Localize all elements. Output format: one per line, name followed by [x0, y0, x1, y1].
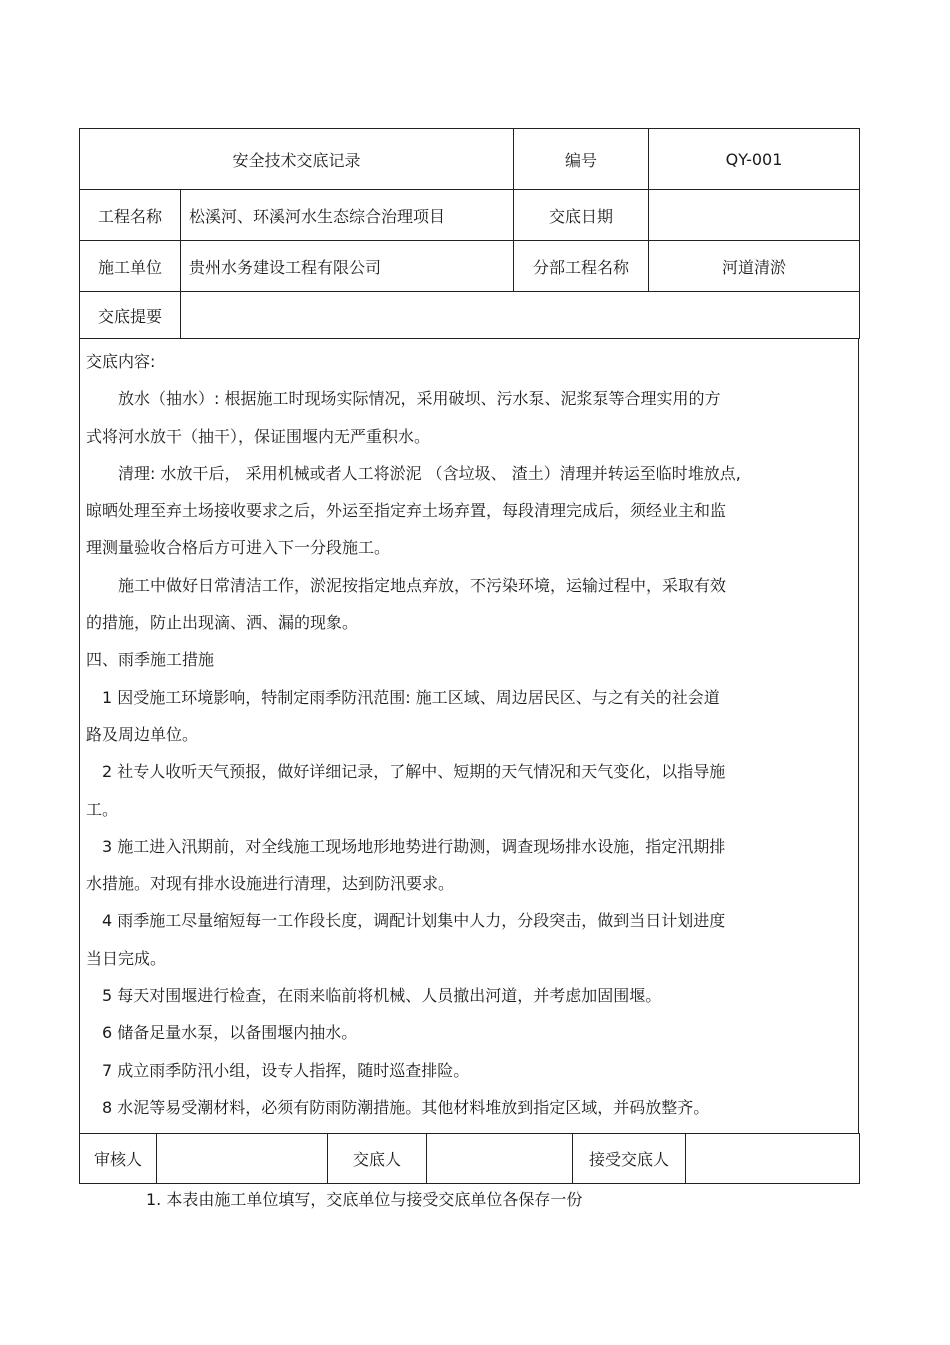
content-line: 5 每天对围堰进行检查，在雨来临前将机械、人员撤出河道，并考虑加固围堰。 — [86, 986, 662, 1006]
reviewer-label: 审核人 — [80, 1134, 157, 1184]
briefing-date-value — [649, 190, 860, 241]
content-line: 工。 — [86, 799, 119, 819]
content-line: 3 施工进入汛期前，对全线施工现场地形地势进行勘测，调查现场排水设施，指定汛期排 — [86, 836, 726, 856]
technical-briefing-form — [79, 128, 859, 1184]
subproject-name-value: 河道清淤 — [649, 241, 860, 292]
content-line: 的措施，防止出现滴、洒、漏的现象。 — [86, 613, 359, 633]
subproject-name-label: 分部工程名称 — [514, 241, 649, 292]
content-line: 施工中做好日常清洁工作，淤泥按指定地点弃放，不污染环境，运输过程中，采取有效 — [86, 575, 727, 595]
content-line: 理测量验收合格后方可进入下一分段施工。 — [86, 538, 391, 558]
project-name-label: 工程名称 — [80, 190, 181, 241]
reviewer-value — [157, 1134, 328, 1184]
number-value: QY-001 — [649, 129, 860, 190]
content-line: 交底内容: — [86, 352, 156, 371]
footnote: 1. 本表由施工单位填写，交底单位与接受交底单位各保存一份 — [146, 1190, 583, 1209]
receiver-value — [686, 1134, 860, 1184]
project-name-value: 松溪河、环溪河水生态综合治理项目 — [181, 190, 514, 241]
construction-unit-label: 施工单位 — [80, 241, 181, 292]
section-heading: 四、雨季施工措施 — [86, 650, 215, 670]
content-line: 1 因受施工环境影响，特制定雨季防汛范围: 施工区域、周边居民区、与之有关的社会道 — [86, 687, 720, 707]
content-line: 清理: 水放干后， 采用机械或者人工将淤泥 （含垃圾、 渣土）清理并转运至临时堆放点, — [86, 463, 741, 483]
content-line: 4 雨季施工尽量缩短每一工作段长度，调配计划集中人力，分段突击，做到当日计划进度 — [86, 911, 726, 931]
presenter-value — [427, 1134, 573, 1184]
form-title: 安全技术交底记录 — [80, 129, 514, 190]
form-header-table — [79, 128, 860, 339]
content-line: 路及周边单位。 — [86, 724, 199, 744]
briefing-summary-value — [181, 292, 860, 339]
presenter-label: 交底人 — [328, 1134, 427, 1184]
content-line: 当日完成。 — [86, 948, 167, 968]
signature-table — [79, 1133, 860, 1184]
briefing-content — [79, 339, 859, 1133]
number-label: 编号 — [514, 129, 649, 190]
content-line: 放水（抽水）: 根据施工时现场实际情况，采用破坝、污水泵、泥浆泵等合理实用的方 — [86, 389, 721, 409]
receiver-label: 接受交底人 — [573, 1134, 686, 1184]
content-line: 2 社专人收听天气预报，做好详细记录，了解中、短期的天气情况和天气变化，以指导施 — [86, 762, 726, 782]
briefing-summary-label: 交底提要 — [80, 292, 181, 339]
content-line: 7 成立雨季防汛小组，设专人指挥，随时巡查排险。 — [86, 1060, 470, 1080]
content-line: 式将河水放干（抽干），保证围堰内无严重积水。 — [86, 426, 431, 446]
construction-unit-value: 贵州水务建设工程有限公司 — [181, 241, 514, 292]
content-line: 晾晒处理至弃土场接收要求之后，外运至指定弃土场弃置，每段清理完成后，须经业主和监 — [86, 501, 727, 521]
content-line: 水措施。对现有排水设施进行清理，达到防汛要求。 — [86, 874, 455, 894]
content-line: 6 储备足量水泵，以备围堰内抽水。 — [86, 1023, 358, 1043]
briefing-date-label: 交底日期 — [514, 190, 649, 241]
content-line: 8 水泥等易受潮材料，必须有防雨防潮措施。其他材料堆放到指定区域，并码放整齐。 — [86, 1097, 710, 1117]
